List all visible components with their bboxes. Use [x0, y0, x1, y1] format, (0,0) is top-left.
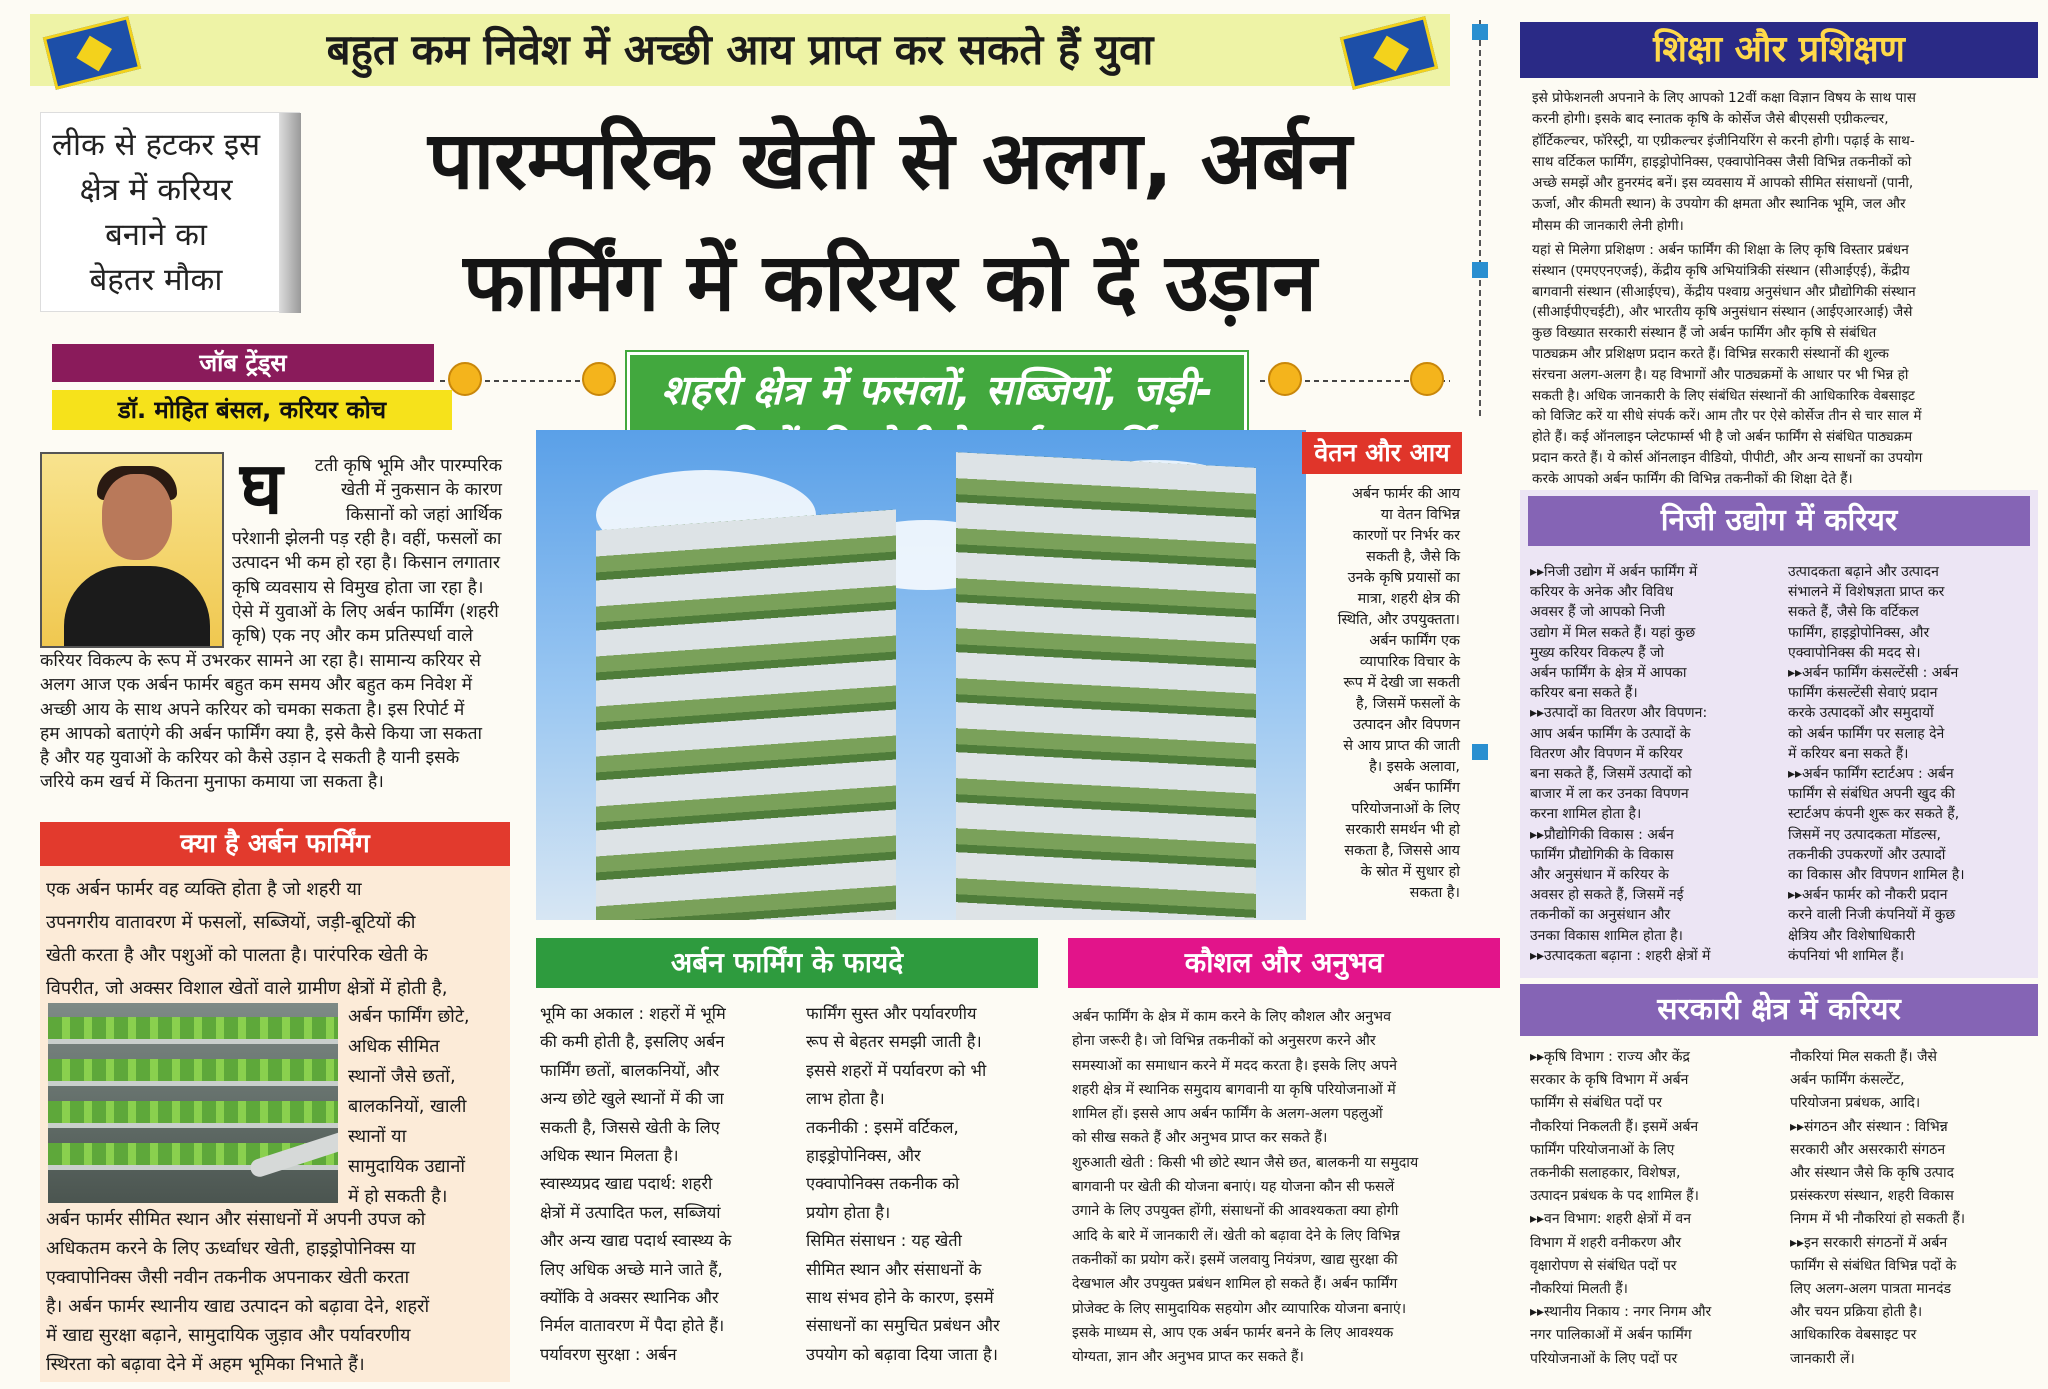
text-line: करियर बना सकते हैं। [1530, 685, 1638, 702]
text-line: शुरुआती खेती : किसी भी छोटे स्थान जैसे छत, बालकनी या समुदाय [1072, 1154, 1419, 1171]
text-line: के स्रोत में सुधार हो [1360, 864, 1460, 880]
text-line: योग्यता, ज्ञान और अनुभव प्राप्त कर सकते हैं। [1072, 1349, 1304, 1366]
government-col2 [1790, 1046, 2034, 1371]
text-line: तकनीकों का अनुसंधान और [1530, 907, 1671, 924]
text-line: से आय प्राप्त की जाती [1343, 738, 1460, 754]
text-line: ▸▸वन विभाग: शहरी क्षेत्रों में वन [1530, 1211, 1691, 1228]
text-line: इसके माध्यम से, आप एक अर्बन फार्मर बनने के लिए आवश्यक [1072, 1324, 1394, 1341]
dot-icon [582, 362, 616, 396]
text-line: भूमि का अकाल : शहरों में भूमि [540, 1004, 726, 1023]
text-line: अर्बन फार्मर की आय [1351, 486, 1460, 502]
text-line: पाठ्यक्रम और प्रशिक्षण प्रदान करते हैं। विभिन्न सरकारी संस्थानों की शुल्क [1532, 345, 1889, 362]
text-line: करियर विकल्प के रूप में उभरकर सामने आ रहा है। सामान्य करियर से [40, 651, 481, 671]
text-line: ▸▸अर्बन फार्मिंग कंसल्टेंसी : अर्बन [1788, 665, 1959, 682]
text-line: आदि के बारे में जानकारी लें। खेती को बढ़ावा देने के लिए विभिन्न [1072, 1227, 1400, 1244]
text-line: और अनुसंधान में करियर के [1530, 867, 1669, 884]
text-line: रूप में देखी जा सकती [1343, 675, 1460, 691]
text-line: अधिकतम करने के लिए ऊर्ध्वाधर खेती, हाइड्रोपोनिक्स या [46, 1238, 416, 1259]
text-line: उत्पादन प्रबंधक के पद शामिल हैं। [1530, 1188, 1699, 1205]
text-line: निगम में भी नौकरियां हो सकती हैं। [1790, 1211, 1966, 1228]
text-line: मौसम की जानकारी लेनी होगी। [1532, 217, 1684, 234]
text-line: संरचना अलग-अलग है। यह विभागों और पाठ्यक्रमों के आधार पर भी भिन्न हो [1532, 366, 1909, 383]
text-line: ▸▸अर्बन फार्मिंग स्टार्टअप : अर्बन [1788, 766, 1954, 783]
text-line: अवसर हैं जो आपको निजी [1530, 604, 1665, 621]
text-line: एक अर्बन फार्मर वह व्यक्ति होता है जो शहरी या [46, 879, 362, 900]
skills-title: कौशल और अनुभव [1068, 938, 1500, 988]
tagline-line: बनाने का [105, 217, 207, 253]
text-line: टती कृषि भूमि और पारम्परिक [314, 456, 502, 476]
text-line: सकता है, जिससे आय [1344, 843, 1460, 859]
benefits-col1 [540, 1000, 770, 1369]
text-line: स्थानों जैसे छतों, [348, 1066, 456, 1087]
benefits-title: अर्बन फार्मिंग के फायदे [536, 938, 1038, 988]
text-line: सकती है। अधिक जानकारी के लिए संबंधित संस्थानों की आधिकारिक वेबसाइट [1532, 387, 1915, 404]
category-label: जॉब ट्रेंड्स [52, 344, 434, 382]
text-line: तकनीकी सलाहकार, विशेषज्ञ, [1530, 1165, 1681, 1182]
tagline-box [40, 112, 300, 312]
benefits-col2 [806, 1000, 1036, 1369]
text-line: बाजार में ला कर उनका विपणन [1530, 786, 1689, 803]
what-is-title: क्या है अर्बन फार्मिंग [40, 822, 510, 866]
vertical-forest-photo [536, 430, 1306, 920]
government-col1 [1530, 1046, 1780, 1371]
text-line: सिमित संसाधन : यह खेती [806, 1231, 962, 1251]
text-line: अर्बन फार्मर सीमित स्थान और संसाधनों में अपनी उपज को [46, 1209, 426, 1230]
text-line: फार्मिंग छतों, बालकनियों, और [540, 1060, 720, 1080]
text-line: ▸▸अर्बन फार्मर को नौकरी प्रदान [1788, 887, 1948, 904]
text-line: कृषि व्यवसाय से विमुख होता जा रहा है। [232, 577, 484, 598]
tick-icon [1472, 24, 1488, 40]
dot-icon [448, 362, 482, 396]
text-line: और चयन प्रक्रिया होती है। [1790, 1304, 1923, 1321]
skills-body [1072, 1005, 1498, 1369]
text-line: नौकरियां निकलती हैं। इसमें अर्बन [1530, 1118, 1699, 1135]
text-line: करके आपको अर्बन फार्मिंग की विभिन्न तकनीकों की शिक्षा देते हैं। [1532, 470, 1853, 487]
text-line: उनके कृषि प्रयासों का [1347, 570, 1460, 586]
text-line: करना शामिल होता है। [1530, 806, 1642, 823]
text-line: क्षेत्रिय और विशेषाधिकारी [1788, 927, 1916, 944]
dot-icon [1268, 362, 1302, 396]
text-line: को विजिट करें या सीधे संपर्क करें। आम तौर पर ऐसे कोर्सेज तीन से चार साल में [1532, 408, 1922, 425]
text-line: लाभ होता है। [806, 1089, 885, 1109]
text-line: वितरण और विपणन में करियर [1530, 745, 1683, 762]
text-line: करनी होगी। इसके बाद स्नातक कृषि के कोर्सेज जैसे बीएससी एग्रीकल्चर, [1532, 111, 1889, 128]
intro-narrow [232, 527, 502, 648]
text-line: कारणों पर निर्भर कर [1352, 528, 1460, 544]
text-line: होते हैं। कई ऑनलाइन प्लेटफार्म्स भी है जो अर्बन फार्मिंग से संबंधित पाठ्यक्रम [1532, 429, 1913, 446]
text-line: प्रयोग होता है। [806, 1202, 891, 1222]
text-line: यहां से मिलेगा प्रशिक्षण : अर्बन फार्मिंग की शिक्षा के लिए कृषि विस्तार प्रबंधन [1532, 242, 1909, 258]
text-line: का विकास और विपणन शामिल है। [1788, 867, 1965, 884]
text-line: फार्मिंग से संबंधित अपनी खुद की [1788, 786, 1955, 803]
text-line: रूप से बेहतर समझी जाती है। [806, 1032, 982, 1052]
author-photo [40, 452, 224, 648]
text-line: समस्याओं का समाधान करने में मदद करता है। इसके लिए अपने [1072, 1057, 1398, 1074]
text-line: मुख्य करियर विकल्प हैं जो [1530, 644, 1665, 661]
text-line: करके उत्पादकों और समुदायों [1788, 705, 1934, 722]
text-line: नगर पालिकाओं में अर्बन फार्मिंग [1530, 1327, 1692, 1344]
text-line: अर्बन फार्मिंग के क्षेत्र में आपका [1530, 665, 1687, 682]
column-divider [1479, 20, 1481, 420]
text-line: ▸▸उत्पादकता बढ़ाना : शहरी क्षेत्रों में [1530, 947, 1711, 964]
text-line: अधिक स्थान मिलता है। [540, 1146, 679, 1166]
text-line: अच्छे समझें और हुनरमंद बनें। इस व्यवसाय में आपको सीमित संसाधनों (पानी, [1532, 175, 1914, 192]
salary-title: वेतन और आय [1302, 432, 1462, 474]
text-line: उत्पादन भी कम हो रहा है। किसान लगातार [232, 553, 500, 574]
tagline-edge [279, 113, 301, 313]
text-line: है, जिसमें फसलों के [1355, 696, 1460, 712]
text-line: जिसमें नए उत्पादकता मॉडल्स, [1788, 826, 1941, 843]
text-line: तकनीकी उपकरणों और उत्पादों [1788, 846, 1946, 863]
text-line: फार्मिंग कंसल्टेंसी सेवाएं प्रदान [1788, 685, 1938, 702]
text-line: फार्मिंग परियोजनाओं के लिए [1530, 1141, 1675, 1158]
text-line: ▸▸प्रौद्योगिकी विकास : अर्बन [1530, 826, 1674, 843]
education-title: शिक्षा और प्रशिक्षण [1520, 22, 2038, 78]
text-line: अवसर हो सकते हैं, जिसमें नई [1530, 887, 1684, 904]
text-line: तकनीकों का प्रयोग करें। इसमें जलवायु नियंत्रण, खाद्य सुरक्षा की [1072, 1251, 1398, 1268]
text-line: फार्मिंग, हाइड्रोपोनिक्स, और [1788, 624, 1930, 641]
text-line: उपनगरीय वातावरण में फसलों, सब्जियों, जड़ी-बूटियों की [46, 912, 416, 933]
text-line: ▸▸स्थानीय निकाय : नगर निगम और [1530, 1304, 1712, 1321]
text-line: को अर्बन फार्मिंग पर सलाह देने [1788, 725, 1945, 742]
text-line: क्योंकि वे अक्सर स्थानिक और [540, 1288, 719, 1308]
text-line: ऐसे में युवाओं के लिए अर्बन फार्मिंग (शहरी [232, 601, 499, 622]
text-line: या वेतन विभिन्न [1380, 507, 1460, 523]
text-line: फार्मिंग सुस्त और पर्यावरणीय [806, 1004, 977, 1023]
text-line: की कमी होती है, इसलिए अर्बन [540, 1032, 725, 1052]
text-line: सीमित स्थान और संसाधनों के [806, 1259, 982, 1279]
text-line: परियोजनाओं के लिए पदों पर [1530, 1350, 1678, 1367]
text-line: लिए अलग-अलग पात्रता मानदंड [1790, 1281, 1952, 1298]
text-line: अच्छी आय के साथ अपने करियर को चमका सकता है। इस रिपोर्ट में [40, 699, 465, 720]
intro-narrow-top [304, 454, 502, 527]
text-line: (सीआईपीएचईटी), और भारतीय कृषि अनुसंधान संस्थान (आईएआरआई) जैसे [1532, 304, 1913, 321]
text-line: खेती करता है और पशुओं को पालता है। पारंपरिक खेती के [46, 945, 428, 966]
text-line: अधिक सीमित [348, 1036, 440, 1057]
text-line: शामिल हों। इससे आप अर्बन फार्मिंग के अलग-अलग पहलुओं [1072, 1106, 1383, 1123]
text-line: उद्योग में मिल सकते हैं। यहां कुछ [1530, 624, 1696, 641]
text-line: ▸▸निजी उद्योग में अर्बन फार्मिंग में [1530, 564, 1698, 580]
text-line: व्यापारिक विचार के [1359, 654, 1460, 670]
text-line: और अन्य खाद्य पदार्थ स्वास्थ्य के [540, 1231, 732, 1251]
text-line: सकती है, जैसे कि [1366, 549, 1460, 565]
text-line: आप अर्बन फार्मिंग के उत्पादों के [1530, 725, 1691, 742]
text-line: परियोजना प्रबंधक, आदि। [1790, 1095, 1921, 1112]
text-line: परियोजनाओं के लिए [1351, 801, 1460, 817]
text-line: हॉर्टिकल्चर, फॉरेस्ट्री, या एग्रीकल्चर इंजीनियरिंग से करनी होगी। पढ़ाई के साथ- [1532, 132, 1915, 149]
text-line: एक्वापोनिक्स जैसी नवीन तकनीक अपनाकर खेती करता [46, 1267, 410, 1288]
text-line: और संस्थान जैसे कि कृषि उत्पाद [1790, 1165, 1955, 1182]
text-line: लिए अधिक अच्छे माने जाते हैं, [540, 1259, 723, 1279]
text-line: फार्मिंग से संबंधित पदों पर [1530, 1095, 1662, 1112]
text-line: नौकरियां मिल सकती हैं। जैसे [1790, 1049, 1937, 1065]
text-line: एक्वापोनिक्स की मदद से। [1788, 644, 1921, 661]
text-line: आधिकारिक वेबसाइट पर [1790, 1327, 1917, 1344]
headline-line: पारम्परिक खेती से अलग, अर्बन [428, 114, 1352, 207]
tick-icon [1472, 744, 1488, 760]
text-line: इससे शहरों में पर्यावरण को भी [806, 1060, 987, 1080]
text-line: उत्पादकता बढ़ाने और उत्पादन [1788, 564, 1939, 580]
text-line: करने वाली निजी कंपनियों में कुछ [1788, 907, 1956, 924]
text-line: होना जरूरी है। जो विभिन्न तकनीकों को अनुसरण करने और [1072, 1033, 1376, 1050]
text-line: कृषि) एक नए और कम प्रतिस्पर्धा वाले [232, 626, 473, 647]
text-line: बालकनियों, खाली [348, 1096, 467, 1117]
text-line: स्थानों या [348, 1126, 407, 1147]
text-line: ▸▸कृषि विभाग : राज्य और केंद्र [1530, 1049, 1690, 1065]
text-line: विपरीत, जो अक्सर विशाल खेतों वाले ग्रामीण क्षेत्रों में होती है, [46, 978, 448, 999]
vertical-farm-photo [48, 1003, 338, 1203]
text-line: विभाग में शहरी वनीकरण और [1530, 1234, 1682, 1251]
text-line: सरकारी समर्थन भी हो [1345, 822, 1460, 838]
text-line: अर्बन फार्मिंग कंसल्टेंट, [1790, 1072, 1905, 1089]
author-byline: डॉ. मोहित बंसल, करियर कोच [52, 390, 452, 430]
text-line: ▸▸इन सरकारी संगठनों में अर्बन [1790, 1234, 1948, 1251]
tick-icon [1472, 262, 1488, 278]
text-line: साथ वर्टिकल फार्मिंग, हाइड्रोपोनिक्स, एक्वापोनिक्स जैसी विभिन्न तकनीकों को [1532, 153, 1912, 170]
text-line: में हो सकती है। [348, 1186, 448, 1207]
text-line: है। अर्बन फार्मर स्थानीय खाद्य उत्पादन को बढ़ावा देने, शहरों [46, 1296, 430, 1317]
text-line: अर्बन फार्मिंग एक [1369, 633, 1460, 649]
text-line: संभालने में विशेषज्ञता प्राप्त कर [1788, 584, 1945, 601]
text-line: स्थिरता को बढ़ावा देने में अहम भूमिका निभाते हैं। [46, 1354, 365, 1375]
text-line: अर्बन फार्मिंग छोटे, [348, 1006, 470, 1027]
private-title: निजी उद्योग में करियर [1528, 496, 2030, 546]
text-line: सामुदायिक उद्यानों [348, 1156, 465, 1177]
text-line: कंपनियां भी शामिल हैं। [1788, 947, 1905, 964]
private-col1 [1530, 562, 1780, 966]
tagline [41, 123, 271, 303]
text-line: साथ संभव होने के कारण, इसमें [806, 1288, 994, 1308]
headline-line: फार्मिंग में करियर को दें उड़ान [463, 236, 1317, 329]
text-line: हाइड्रोपोनिक्स, और [806, 1146, 921, 1166]
text-line: प्रसंस्करण संस्थान, शहरी विकास [1790, 1188, 1954, 1205]
education-para1 [1532, 88, 2032, 237]
text-line: अन्य छोटे खुले स्थानों में की जा [540, 1089, 724, 1109]
banner-text: बहुत कम निवेश में अच्छी आय प्राप्त कर सकते हैं युवा [326, 25, 1154, 74]
text-line: जानकारी लें। [1790, 1350, 1855, 1367]
text-line: संसाधनों का समुचित प्रबंधन और [806, 1316, 1000, 1336]
text-line: प्रोजेक्ट के लिए सामुदायिक सहयोग और व्यापारिक योजना बनाएं। [1072, 1300, 1407, 1317]
intro-wide [40, 649, 504, 795]
text-line: एक्वापोनिक्स तकनीक को [806, 1174, 960, 1194]
text-line: वृक्षारोपण से संबंधित पदों पर [1530, 1257, 1677, 1274]
government-title: सरकारी क्षेत्र में करियर [1520, 984, 2038, 1036]
text-line: अर्बन फार्मिंग के क्षेत्र में काम करने के लिए कौशल और अनुभव [1072, 1009, 1391, 1025]
text-line: ▸▸संगठन और संस्थान : विभिन्न [1790, 1118, 1948, 1135]
text-line: करियर के अनेक और विविध [1530, 584, 1674, 601]
text-line: प्रदान करते हैं। ये कोर्स ऑनलाइन वीडियो, पीपीटी, और अन्य साधनों का उपयोग [1532, 449, 1923, 466]
text-line: उपयोग को बढ़ावा दिया जाता है। [806, 1344, 998, 1364]
text-line: क्षेत्रों में उत्पादित फल, सब्जियां [540, 1202, 721, 1222]
tagline-line: क्षेत्र में करियर [79, 172, 233, 208]
text-line: किसानों को जहां आर्थिक [345, 504, 502, 525]
text-line: सरकारी और असरकारी संगठन [1790, 1141, 1946, 1158]
text-line: है और यह युवाओं के करियर को कैसे उड़ान दे सकती है यानी इसके [40, 748, 460, 769]
text-line: सकते हैं, जैसे कि वर्टिकल [1788, 604, 1919, 621]
text-line: इसे प्रोफेशनली अपनाने के लिए आपको 12वीं कक्षा विज्ञान विषय के साथ पास [1532, 90, 1916, 106]
text-line: स्टार्टअप कंपनी शुरू कर सकते हैं, [1788, 806, 1960, 823]
private-col2 [1788, 562, 2032, 966]
text-line: उनका विकास शामिल होता है। [1530, 927, 1683, 944]
text-line: को सीख सकते हैं और अनुभव प्राप्त कर सकते हैं। [1072, 1130, 1328, 1147]
text-line: पर्यावरण सुरक्षा : अर्बन [540, 1344, 677, 1364]
text-line: निर्मल वातावरण में पैदा होते हैं। [540, 1316, 725, 1336]
text-line: उत्पादन और विपणन [1353, 717, 1460, 733]
what-is-top [46, 873, 504, 1005]
tagline-line: बेहतर मौका [89, 262, 223, 298]
text-line: सकती है, जिससे खेती के लिए [540, 1117, 720, 1137]
text-line: बागवानी संस्थान (सीआईएच), केंद्रीय पश्वाग्र अनुसंधान और प्रौद्योगिकी संस्थान [1532, 283, 1916, 300]
text-line: फार्मिंग से संबंधित विभिन्न पदों के [1790, 1257, 1957, 1274]
text-line: अलग आज एक अर्बन फार्मर बहुत कम समय और बहुत कम निवेश में [40, 675, 473, 696]
salary-body [1305, 484, 1460, 904]
top-banner [30, 14, 1450, 86]
text-line: ऊर्जा, और कीमती स्थान) के उपयोग की क्षमता और स्थानिक भूमि, जल और [1532, 196, 1906, 213]
text-line: शहरी क्षेत्र में स्थानिक समुदाय बागवानी या कृषि परियोजनाओं में [1072, 1081, 1396, 1098]
text-line: में करियर बना सकते हैं। [1788, 745, 1909, 762]
text-line: अर्बन फार्मिंग [1392, 780, 1460, 796]
what-is-bottom [46, 1205, 504, 1379]
text-line: बागवानी पर खेती की योजना बनाएं। यह योजना कौन सी फसलें [1072, 1179, 1395, 1196]
text-line: कुछ विख्यात सरकारी संस्थान हैं जो अर्बन फार्मिंग और कृषि से संबंधित [1532, 325, 1877, 342]
text-line: बना सकते हैं, जिसमें उत्पादों को [1530, 766, 1692, 783]
dot-icon [1410, 362, 1444, 396]
text-line: देखभाल और उपयुक्त प्रबंधन शामिल हो सकते हैं। अर्बन फार्मिंग [1072, 1276, 1398, 1293]
text-line: सरकार के कृषि विभाग में अर्बन [1530, 1072, 1689, 1089]
dropcap: घ [240, 445, 283, 530]
text-line: परेशानी झेलनी पड़ रही है। वहीं, फसलों का [232, 529, 502, 549]
text-line: जरिये कम खर्च में कितना मुनाफा कमाया जा सकता है। [40, 772, 384, 793]
text-line: संस्थान (एमएएनएजई), केंद्रीय कृषि अभियांत्रिकी संस्थान (सीआईएई), केंद्रीय [1532, 262, 1910, 279]
what-is-side [348, 1002, 508, 1212]
text-line: फार्मिंग प्रौद्योगिकी के विकास [1530, 846, 1674, 863]
text-line: स्थिति, और उपयुक्तता। [1337, 612, 1460, 628]
text-line: मात्रा, शहरी क्षेत्र की [1357, 591, 1460, 607]
text-line: हम आपको बताएंगे की अर्बन फार्मिंग क्या है, इसे कैसे किया जा सकता [40, 723, 483, 744]
text-line: तकनीकी : इसमें वर्टिकल, [806, 1117, 959, 1137]
text-line: नौकरियां मिलती हैं। [1530, 1281, 1628, 1298]
text-line: खेती में नुकसान के कारण [341, 480, 502, 501]
tagline-line: लीक से हटकर इस [51, 127, 261, 163]
education-para2 [1532, 240, 2032, 490]
text-line: में खाद्य सुरक्षा बढ़ाने, सामुदायिक जुड़ाव और पर्यावरणीय [46, 1325, 411, 1346]
text-line: उगाने के लिए उपयुक्त होंगी, संसाधनों की आवश्यकता क्या होगी [1072, 1203, 1399, 1220]
text-line: ▸▸उत्पादों का वितरण और विपणन: [1530, 705, 1708, 722]
page-title [330, 100, 1450, 344]
text-line: स्वास्थ्यप्रद खाद्य पदार्थ: शहरी [540, 1174, 713, 1194]
subheading-line: शहरी क्षेत्र में फसलों, सब्जियों, जड़ी- [661, 366, 1213, 414]
text-line: सकता है। [1409, 885, 1460, 901]
text-line: है। इसके अलावा, [1369, 759, 1460, 775]
